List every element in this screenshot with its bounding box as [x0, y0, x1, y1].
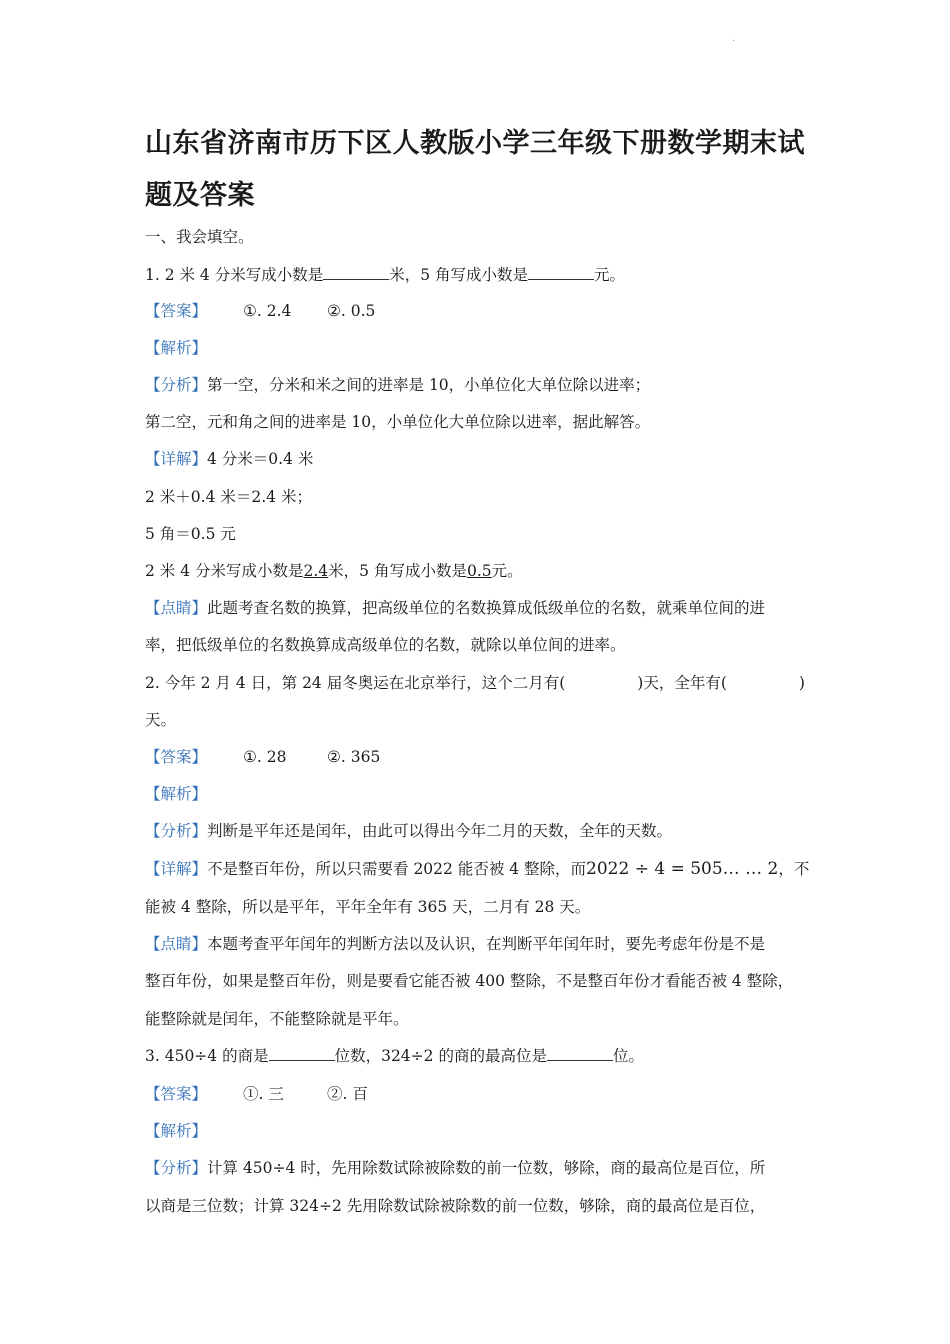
question-2-stem-2: 天。 — [145, 711, 177, 729]
underlined-answer: 0.5 — [466, 562, 492, 580]
question-1-detail-3: 5 角＝0.5 元 — [145, 525, 236, 543]
answer-tag: 【答案】 — [145, 302, 208, 320]
question-3-stem: 3. 450÷4 的商是 位数，324÷2 的商的最高位是 位。 — [145, 1047, 644, 1065]
answer-blank — [547, 1046, 613, 1061]
question-1-detail-4: 2 米 4 分米写成小数是2.4米，5 角写成小数是0.5元。 — [145, 562, 523, 580]
question-3-analysis: 【分析】计算 450÷4 时，先用除数试除被除数的前一位数，够除，商的最高位是百位，所 — [145, 1159, 766, 1177]
answer-tag: 【答案】 — [145, 1085, 208, 1103]
question-1-answer: 【答案】 ①. 2.4 ②. 0.5 — [145, 302, 376, 320]
analysis-tag: 【解析】 — [145, 339, 208, 357]
answer-tag: 【答案】 — [145, 748, 208, 766]
question-2-detail-2: 能被 4 整除，所以是平年，平年全年有 365 天，二月有 28 天。 — [145, 898, 591, 916]
question-2-comment: 【点睛】本题考查平年闰年的判断方法以及认识，在判断平年闰年时，要先考虑年份是不是 — [145, 935, 766, 953]
question-2-stem: 2. 今年 2 月 4 日，第 24 届冬奥运在北京举行，这个二月有( )天，全年有( ) — [145, 674, 805, 692]
question-1-analysis: 【分析】第一空，分米和米之间的进率是 10，小单位化大单位除以进率； — [145, 376, 651, 394]
question-1-comment-2: 率，把低级单位的名数换算成高级单位的名数，就除以单位间的进率。 — [145, 636, 626, 654]
math-expression: 2022 ÷ 4 = 505… … 2 — [586, 859, 779, 879]
question-2-comment-3: 能整除就是闰年，不能整除就是平年。 — [145, 1010, 409, 1028]
header-mark: · — [732, 36, 736, 47]
question-1-detail: 【详解】4 分米＝0.4 米 — [145, 450, 314, 468]
section-heading: 一、我会填空。 — [145, 228, 254, 246]
page-title: 山东省济南市历下区人教版小学三年级下册数学期末试题及答案 — [145, 128, 805, 211]
question-3-analysis-2: 以商是三位数；计算 324÷2 先用除数试除被除数的前一位数，够除，商的最高位是百位， — [145, 1197, 766, 1215]
answer-blank — [528, 265, 594, 280]
answer-blank — [269, 1046, 335, 1061]
question-2-detail: 【详解】不是整百年份，所以只需要看 2022 能否被 4 整除，而2022 ÷ 4 = 505… … 2，不 — [145, 859, 810, 879]
question-1-analysis-2: 第二空，元和角之间的进率是 10，小单位化大单位除以进率，据此解答。 — [145, 413, 651, 431]
analysis-tag: 【解析】 — [145, 785, 208, 803]
question-1-detail-2: 2 米＋0.4 米＝2.4 米； — [145, 488, 312, 506]
underlined-answer: 2.4 — [303, 562, 329, 580]
question-2-analysis: 【分析】判断是平年还是闰年，由此可以得出今年二月的天数，全年的天数。 — [145, 822, 673, 840]
analysis-tag: 【解析】 — [145, 1122, 208, 1140]
question-1-comment: 【点睛】此题考查名数的换算，把高级单位的名数换算成低级单位的名数，就乘单位间的进 — [145, 599, 766, 617]
question-1-stem: 1. 2 米 4 分米写成小数是 米，5 角写成小数是 元。 — [145, 266, 626, 284]
question-3-answer: 【答案】 ①. 三 ②. 百 — [145, 1085, 368, 1103]
question-2-answer: 【答案】 ①. 28 ②. 365 — [145, 748, 381, 766]
question-2-comment-2: 整百年份，如果是整百年份，则是要看它能否被 400 整除，不是整百年份才看能否被 4 整除， — [145, 972, 794, 990]
answer-blank — [323, 265, 389, 280]
